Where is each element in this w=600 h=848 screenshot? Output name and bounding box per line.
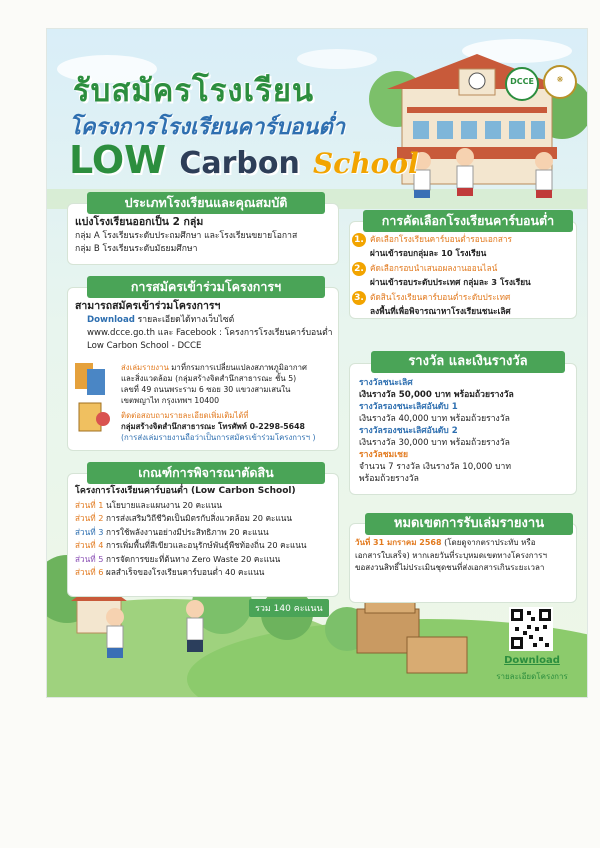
selection-content [352, 233, 574, 317]
poster [46, 28, 588, 698]
qr-caption: รายละเอียดโครงการ [496, 672, 568, 681]
step-title: ตัดสินโรงเรียนคาร์บอนต่ำระดับประเทศ [370, 292, 511, 302]
award-text: เงินรางวัล 30,000 บาท พร้อมถ้วยรางวัล [359, 438, 510, 448]
criteria-text: นโยบายและแผนงาน 20 คะแนน [106, 499, 222, 510]
criteria-item [75, 526, 337, 540]
apply-content [75, 299, 337, 353]
criteria-part: ส่วนที่ 2 [75, 513, 104, 523]
apply-heading: การสมัครเข้าร่วมโครงการฯ [87, 276, 325, 298]
criteria-text: การส่งเสริมวิถีชีวิตเป็นมิตรกับสิ่งแวดล้อม 20 คะแนน [106, 513, 292, 523]
criteria-part: ส่วนที่ 1 [75, 499, 104, 510]
step-number: 3. [352, 291, 366, 305]
criteria-text: ผลสำเร็จของโรงเรียนคาร์บอนต่ำ 40 คะแนน [106, 567, 265, 577]
title-school: School [313, 147, 419, 180]
deadline-line-2: เอกสารใบเสร็จ) หากเลยวันที่ระบุหมดเขตทางโครงการฯ [355, 550, 547, 560]
school-type-heading: ประเภทโรงเรียนและคุณสมบัติ [87, 192, 325, 214]
apply-download-word: Download [87, 315, 135, 325]
school-type-content [75, 215, 337, 256]
step-title: คัดเลือกรอบนำเสนอผลงานออนไลน์ [370, 263, 498, 273]
deadline-date: วันที่ 31 มกราคม 2568 [355, 538, 442, 547]
criteria-item [75, 539, 337, 553]
award-text: จำนวน 7 รางวัล เงินรางวัล 10,000 บาท [359, 462, 512, 472]
criteria-item [75, 499, 337, 513]
criteria-item [75, 566, 337, 580]
step-number: 2. [352, 262, 366, 276]
deadline-content [355, 537, 571, 575]
title-main: รับสมัครโรงเรียน [73, 73, 315, 109]
award-text: เงินรางวัล 50,000 บาท พร้อมถ้วยรางวัล [359, 390, 514, 400]
award-text: เงินรางวัล 40,000 บาท พร้อมถ้วยรางวัล [359, 414, 510, 424]
criteria-part: ส่วนที่ 3 [75, 526, 104, 537]
apply-contact-head: ติดต่อสอบถามรายละเอียดเพิ่มเติมได้ที่ [121, 411, 249, 420]
award-name: รางวัลชมเชย [359, 450, 409, 460]
apply-send-line-3: เขตพญาไท กรุงเทพฯ 10400 [121, 396, 220, 405]
criteria-part: ส่วนที่ 6 [75, 567, 104, 577]
selection-step [352, 291, 574, 317]
award-name: รางวัลรองชนะเลิศอันดับ 2 [359, 426, 458, 436]
criteria-lead: โครงการโรงเรียนคาร์บอนต่ำ (Low Carbon School) [75, 486, 296, 496]
school-type-line-1: แบ่งโรงเรียนออกเป็น 2 กลุ่ม [75, 216, 204, 228]
apply-send-line-2: เลขที่ 49 ถนนพระราม 6 ซอย 30 แขวงสามเสนใน [121, 385, 291, 394]
step-detail: ผ่านเข้ารอบระดับประเทศ กลุ่มละ 3 โรงเรียน [370, 277, 531, 287]
title-low: LOW [69, 138, 167, 182]
deadline-heading: หมดเขตการรับเล่มรายงาน [365, 513, 573, 535]
deadline-line-3: ขอสงวนสิทธิ์ไม่ประเมินชุดชนที่ส่งเอกสารเกินระยะเวลา [355, 563, 545, 572]
school-type-line-2: กลุ่ม A โรงเรียนระดับประถมศึกษา และโรงเรียนขยายโอกาส [75, 231, 298, 241]
criteria-text: การใช้พลังงานอย่างมีประสิทธิภาพ 20 คะแนน [106, 526, 269, 537]
award-last-line: พร้อมถ้วยรางวัล [359, 474, 419, 484]
criteria-item [75, 512, 337, 526]
qr-download-label[interactable]: Download [504, 655, 560, 666]
step-detail: ลงพื้นที่เพื่อพิจารณาหาโรงเรียนชนะเลิศ [370, 306, 511, 316]
awards-content [359, 377, 573, 485]
ministry-emblem: ❋ [543, 65, 577, 99]
title-sub: โครงการโรงเรียนคาร์บอนต่ำ [69, 115, 345, 140]
criteria-text: การจัดการขยะที่ต้นทาง Zero Waste 20 คะแนน [106, 553, 281, 564]
criteria-part: ส่วนที่ 5 [75, 553, 104, 564]
criteria-heading: เกณฑ์การพิจารณาตัดสิน [87, 462, 325, 484]
title-low-carbon-school [69, 138, 419, 182]
selection-step [352, 262, 574, 288]
apply-send-line-1: และสิ่งแวดล้อม (กลุ่มสร้างจิตสำนึกสาธารณะ ชั้น 5) [121, 374, 297, 383]
step-title: คัดเลือกโรงเรียนคาร์บอนต่ำรอบเอกสาร [370, 234, 513, 244]
awards-heading: รางวัล และเงินรางวัล [371, 351, 565, 373]
apply-contact-note: (การส่งเล่มรายงานถือว่าเป็นการสมัครเข้าร่วมโครงการฯ ) [121, 433, 316, 442]
apply-download-rest: รายละเอียดได้ทางเว็บไซต์ [137, 315, 235, 325]
step-detail: ผ่านเข้ารอบกลุ่มละ 10 โรงเรียน [370, 248, 487, 258]
apply-send-word: ส่งเล่มรายงาน [121, 363, 169, 372]
apply-send-rest: มาที่กรมการเปลี่ยนแปลงสภาพภูมิอากาศ [171, 363, 307, 372]
step-number: 1. [352, 233, 366, 247]
title-carbon: Carbon [179, 146, 300, 181]
deadline-line1-rest: (โดยดูจากตราประทับ หรือ [444, 538, 536, 547]
books-illustration [73, 359, 117, 439]
award-name: รางวัลรองชนะเลิศอันดับ 1 [359, 402, 458, 412]
criteria-content [75, 485, 337, 580]
criteria-total: รวม 140 คะแนน [249, 599, 329, 617]
apply-contact-line: กลุ่มสร้างจิตสำนึกสาธารณะ โทรศัพท์ 0-2298-5648 [121, 422, 305, 431]
criteria-text: การเพิ่มพื้นที่สีเขียวและอนุรักษ์พันธุ์พืชท้องถิ่น 20 คะแนน [106, 540, 307, 550]
criteria-item [75, 553, 337, 567]
apply-web-line: www.dcce.go.th และ Facebook : โครงการโรงเรียนคาร์บอนต่ำ [87, 328, 333, 338]
selection-step [352, 233, 574, 259]
dcce-logo: DCCE [505, 67, 539, 101]
apply-send-block [121, 362, 335, 443]
selection-heading: การคัดเลือกโรงเรียนคาร์บอนต่ำ [363, 210, 573, 232]
qr-code[interactable] [509, 607, 553, 651]
criteria-part: ส่วนที่ 4 [75, 540, 104, 550]
apply-lead: สามารถสมัครเข้าร่วมโครงการฯ [75, 300, 221, 312]
award-name: รางวัลชนะเลิศ [359, 378, 413, 388]
school-type-line-3: กลุ่ม B โรงเรียนระดับมัธยมศึกษา [75, 244, 198, 254]
apply-fb-line: Low Carbon School - DCCE [87, 341, 202, 351]
